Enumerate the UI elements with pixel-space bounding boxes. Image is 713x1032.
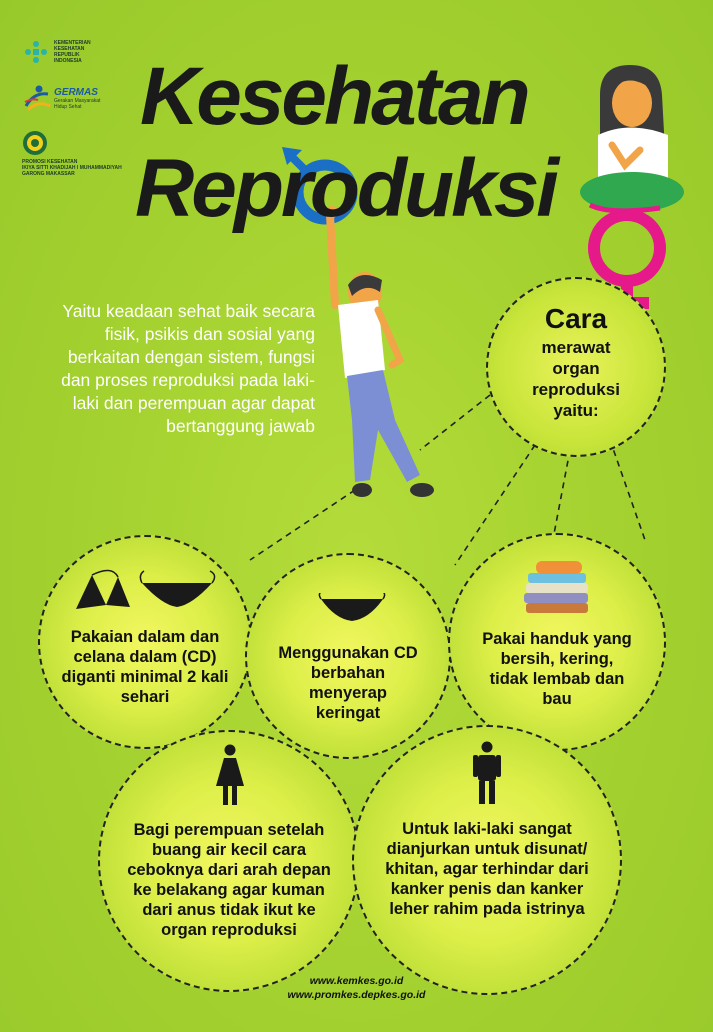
cara-heading: Cara (544, 303, 608, 334)
tip-circle-female (98, 730, 360, 992)
promkes-text-0: PROMOSI KESEHATAN (22, 159, 78, 165)
kemenkes-text-3: INDONESIA (54, 58, 82, 64)
kemenkes-text-2: REPUBLIK (54, 52, 80, 58)
hanging-man-icon (326, 206, 434, 497)
footer-link-kemkes[interactable]: www.kemkes.go.id (309, 975, 404, 987)
title-line-1: Kesehatan (140, 51, 528, 142)
towel-icon (520, 559, 596, 615)
germas-tagline: Gerakan Masyarakat Hidup Sehat (54, 97, 101, 110)
tip-circle-panties (245, 553, 451, 759)
promkes-text-2: GARONG MAKASSAR (22, 171, 75, 177)
cara-circle (486, 277, 666, 457)
panties-icon (317, 593, 387, 623)
kemenkes-text-1: KESEHATAN (54, 46, 85, 52)
tip-text-panties: Menggunakan CD berbahan menyerap keringat (278, 644, 418, 722)
tip-circle-underwear (38, 535, 252, 749)
tip-text-male: Untuk laki-laki sangat dianjurkan untuk disunat/ khitan, agar terhindar dari kanker penis dan kanker leher rahim pada istrinya (385, 820, 589, 918)
footer (0, 974, 713, 1002)
underwear-icon (72, 567, 222, 613)
tip-circle-towel (448, 533, 666, 751)
intro-text: Yaitu keadaan sehat baik secara fisik, psikis dan sosial yang berkaitan dengan sistem, fungsi dan proses reproduksi pada laki-laki dan perempuan agar dapat bertanggung jawab (61, 301, 315, 436)
promkes-text-1: IKIYA SITTI KHADIJAH I MUHAMMADIYAH (22, 165, 122, 171)
cara-subheading: merawat organ reproduksi yaitu: (532, 338, 620, 420)
tip-circle-male (352, 725, 622, 995)
female-icon (214, 744, 246, 806)
germas-text: GERMAS (54, 86, 98, 98)
kemenkes-text-0: KEMENTERIAN (54, 40, 91, 46)
male-icon (472, 741, 502, 805)
title-line-2: Reproduksi (135, 143, 557, 234)
footer-link-promkes[interactable]: www.promkes.depkes.go.id (287, 989, 426, 1001)
tip-text-female: Bagi perempuan setelah buang air kecil cara ceboknya dari arah depan ke belakang agar kuman dari anus tidak ikut ke organ reproduksi (127, 821, 331, 939)
tip-text-underwear: Pakaian dalam dan celana dalam (CD) diganti minimal 2 kali sehari (61, 628, 229, 706)
tip-text-towel: Pakai handuk yang bersih, kering, tidak lembab dan bau (482, 630, 632, 708)
sitting-woman-icon (580, 65, 684, 212)
